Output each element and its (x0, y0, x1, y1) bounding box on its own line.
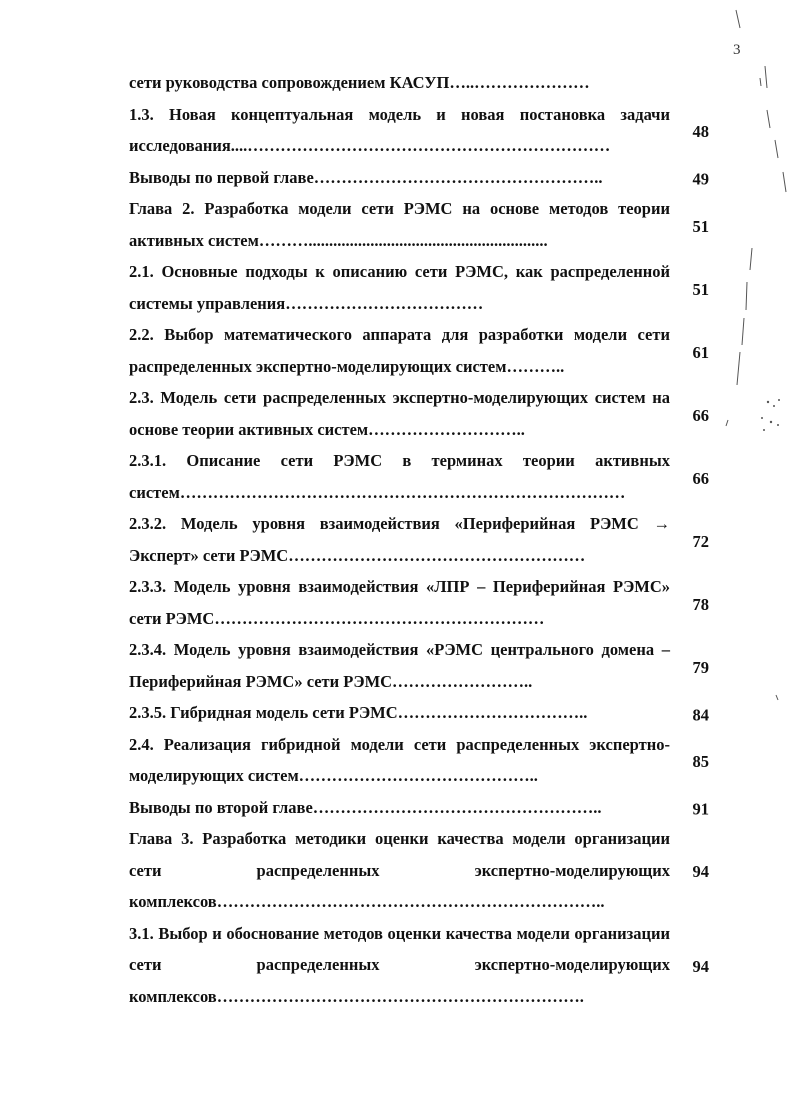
scan-mark (737, 352, 740, 385)
toc-entry-1-3[interactable] (129, 99, 719, 162)
toc-entry-page: 61 (692, 342, 709, 362)
toc-entry-title: 2.3. Модель сети распределенных экспертно-моделирующих систем на основе теории активных систем……………………….. (129, 388, 670, 439)
toc-entry-title: 2.1. Основные подходы к описанию сети РЭМС, как распределенной системы управления……………………………… (129, 262, 670, 313)
toc-entry-page: 84 (692, 705, 709, 725)
toc-entry-title: Глава 2. Разработка модели сети РЭМС на основе методов теории активных систем……….......................................................... (129, 199, 670, 250)
toc-entry-title: 2.3.4. Модель уровня взаимодействия «РЭМС центрального домена – Периферийная РЭМС» сети РЭМС…………………….. (129, 640, 670, 691)
toc-entry-page: 49 (692, 169, 709, 189)
scan-mark (760, 78, 761, 86)
toc-entry-2-3-5[interactable] (129, 697, 719, 729)
toc-entry-title: 2.3.1. Описание сети РЭМС в терминах теории активных систем……………………………………………………………………… (129, 451, 670, 502)
toc-entry-page: 48 (692, 121, 709, 141)
toc-entry-title: 2.3.5. Гибридная модель сети РЭМС…………………………….. (129, 703, 588, 722)
toc-entry-2-3[interactable] (129, 382, 719, 445)
toc-entry-2-3-3[interactable] (129, 571, 719, 634)
toc-entry-page: 94 (692, 956, 709, 976)
toc-entry-2-2[interactable] (129, 319, 719, 382)
toc-entry-page: 51 (692, 279, 709, 299)
toc-entry-page: 51 (692, 216, 709, 236)
scan-mark (742, 318, 744, 345)
toc-entry-2-3-1[interactable] (129, 445, 719, 508)
toc-entry-2-4[interactable] (129, 729, 719, 792)
toc-entry-title: 3.1. Выбор и обоснование методов оценки качества модели организации сети распределенных экспертно-моделирующих комплексов…………………………………………………………. (129, 923, 670, 1006)
toc-entry-conclusions-ch1[interactable] (129, 162, 719, 194)
toc-entry-2-3-2[interactable] (129, 508, 719, 571)
page-number: 3 (733, 42, 741, 58)
scan-mark (746, 282, 747, 310)
toc-entry-title: 2.3.2. Модель уровня взаимодействия «Периферийная РЭМС → Эксперт» сети РЭМС……………………………………………… (129, 514, 670, 565)
toc-entry-title: 1.3. Новая концептуальная модель и новая постановка задачи исследования....………………………………………………………… (129, 104, 670, 155)
toc-entry-page: 78 (692, 594, 709, 614)
scan-mark (765, 66, 767, 88)
toc-entry-title: 2.2. Выбор математического аппарата для разработки модели сети распределенных экспертно-моделирующих систем……….. (129, 325, 670, 376)
scan-mark (783, 172, 786, 192)
toc-entry-title: Глава 3. Разработка методики оценки качества модели организации сети распределенных экспертно-моделирующих комплексов…………………………………………………………….. (129, 829, 670, 911)
scan-mark (750, 248, 752, 270)
toc-entry-title: Выводы по второй главе…………………………………………….. (129, 797, 602, 817)
scan-dot (778, 399, 780, 401)
scan-mark (775, 140, 778, 158)
scan-dot (770, 421, 772, 423)
scan-dot (777, 424, 779, 426)
toc-entry-page: 66 (692, 468, 709, 488)
scan-mark (736, 10, 740, 28)
toc-entry-chapter-2[interactable] (129, 193, 719, 256)
scan-mark (767, 110, 770, 128)
toc-entry-3-1[interactable] (129, 918, 719, 1013)
table-of-contents (129, 67, 719, 1012)
scan-dot (761, 417, 763, 419)
toc-entry-page: 94 (692, 862, 709, 882)
scan-dot (767, 401, 769, 403)
scan-dot (763, 429, 765, 431)
scan-mark (776, 695, 778, 700)
toc-entry-page: 66 (692, 405, 709, 425)
toc-entry-title: 2.3.3. Модель уровня взаимодействия «ЛПР – Периферийная РЭМС» сети РЭМС…………………………………………………… (129, 577, 670, 628)
toc-entry-title: сети руководства сопровождением КАСУП…..………………… (129, 73, 590, 92)
scan-mark (726, 420, 728, 426)
toc-entry-chapter-3[interactable] (129, 823, 719, 918)
toc-entry-page: 72 (692, 531, 709, 551)
toc-entry-page: 79 (692, 657, 709, 677)
toc-entry-page: 91 (692, 799, 709, 819)
toc-entry-page: 85 (692, 751, 709, 771)
toc-entry-title: Выводы по первой главе…………………………………………….. (129, 167, 603, 187)
toc-entry-title: 2.4. Реализация гибридной модели сети распределенных экспертно-моделирующих систем…………………………………….. (129, 734, 670, 785)
scan-dot (773, 405, 775, 407)
toc-entry-2-1[interactable] (129, 256, 719, 319)
toc-entry-2-3-4[interactable] (129, 634, 719, 697)
toc-entry-continuation[interactable] (129, 67, 719, 99)
toc-entry-conclusions-ch2[interactable] (129, 792, 719, 824)
